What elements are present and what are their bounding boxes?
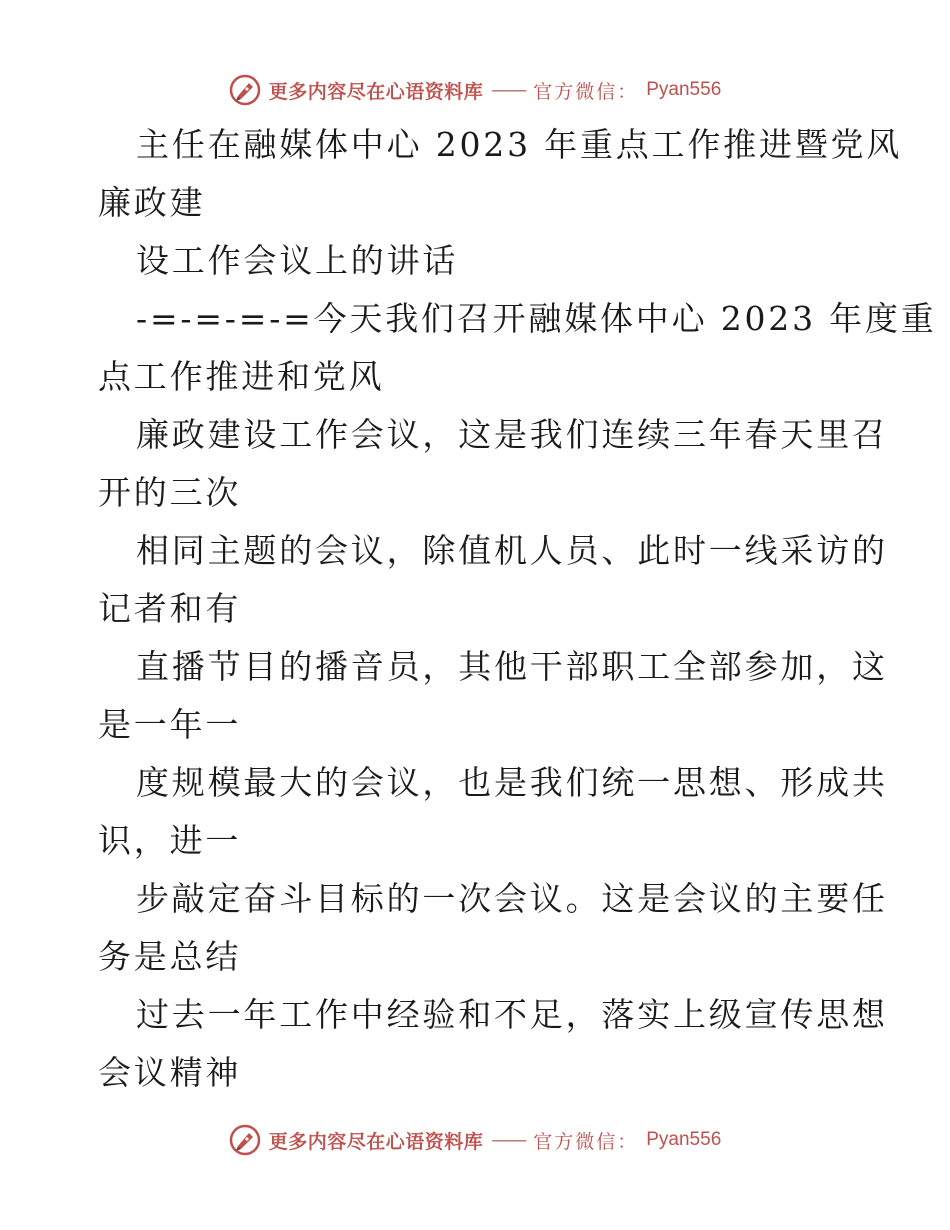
banner-promo-text: 更多内容尽在心语资料库 bbox=[268, 80, 484, 103]
body-line: 会议精神 bbox=[98, 1053, 242, 1092]
body-line: 廉政建 bbox=[98, 183, 206, 222]
footer-watermark-banner bbox=[0, 1120, 950, 1160]
body-line: 识，进一 bbox=[98, 821, 242, 860]
banner-wechat-label: 官方微信： bbox=[533, 80, 639, 103]
body-line: 设工作会议上的讲话 bbox=[136, 241, 459, 280]
banner-promo-text: 更多内容尽在心语资料库 bbox=[268, 1130, 484, 1153]
body-line: 务是总结 bbox=[98, 937, 242, 976]
body-line: 开的三次 bbox=[98, 473, 242, 512]
header-watermark-banner bbox=[0, 70, 950, 110]
pen-nib-logo-icon bbox=[229, 1124, 261, 1156]
body-line: 步敲定奋斗目标的一次会议。这是会议的主要任 bbox=[136, 879, 888, 918]
banner-dash: —— bbox=[491, 79, 526, 101]
body-line: 度规模最大的会议，也是我们统一思想、形成共 bbox=[136, 763, 888, 802]
document-body bbox=[0, 116, 950, 1106]
body-line: 点工作推进和党风 bbox=[98, 357, 385, 396]
body-line: -=-=-=-=今天我们召开融媒体中心 2023 年度重 bbox=[136, 299, 937, 338]
banner-wechat-label: 官方微信： bbox=[533, 1130, 639, 1153]
body-line: 记者和有 bbox=[98, 589, 242, 628]
body-line: 过去一年工作中经验和不足，落实上级宣传思想 bbox=[136, 995, 888, 1034]
body-line: 廉政建设工作会议，这是我们连续三年春天里召 bbox=[136, 415, 888, 454]
body-line: 是一年一 bbox=[98, 705, 242, 744]
body-line: 相同主题的会议，除值机人员、此时一线采访的 bbox=[136, 531, 888, 570]
body-line: 主任在融媒体中心 2023 年重点工作推进暨党风 bbox=[136, 125, 903, 164]
banner-dash: —— bbox=[491, 1129, 526, 1151]
banner-wechat-id: Pyan556 bbox=[646, 79, 722, 100]
pen-nib-logo-icon bbox=[229, 74, 261, 106]
body-line: 直播节目的播音员，其他干部职工全部参加，这 bbox=[136, 647, 888, 686]
banner-wechat-id: Pyan556 bbox=[646, 1129, 722, 1150]
